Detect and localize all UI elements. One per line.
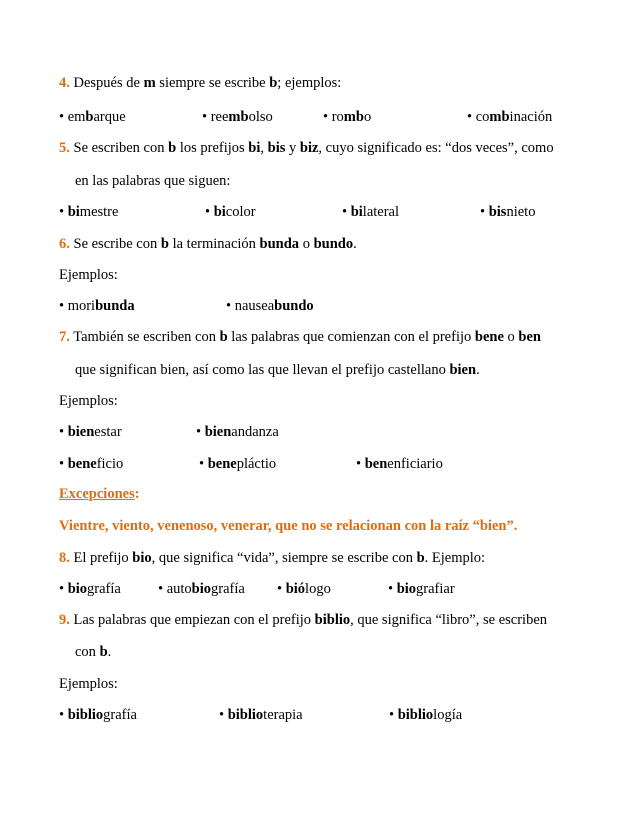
rule-number: 5. (59, 140, 70, 156)
example-item: • beneficio (59, 456, 124, 472)
example-item: • reembolso (202, 109, 273, 125)
rule-9-continuation: con b. (75, 644, 112, 660)
example-item: • biólogo (277, 581, 331, 597)
rule-number: 8. (59, 550, 70, 566)
ejemplos-label: Ejemplos: (59, 393, 118, 409)
example-item: • bienestar (59, 424, 122, 440)
rule-4-heading: 4. Después de m siempre se escribe b; ejemplos: (59, 75, 342, 91)
example-item: • bilateral (342, 204, 400, 220)
exceptions-text: Vientre, viento, venenoso, venerar, que no se relacionan con la raíz “bien”. (59, 518, 518, 534)
example-item: • nauseabundo (226, 298, 314, 314)
example-item: • biografía (59, 581, 121, 597)
example-item: • benenficiario (356, 456, 443, 472)
example-item: • combinación (467, 109, 553, 125)
rule-7-heading: 7. También se escriben con b las palabras que comienzan con el prefijo bene o ben (59, 329, 541, 345)
rule-5-continuation: en las palabras que siguen: (75, 173, 231, 189)
example-item: • embarque (59, 109, 126, 125)
example-item: • benepláctio (199, 456, 277, 472)
rule-7-continuation: que significan bien, así como las que llevan el prefijo castellano bien. (75, 362, 480, 378)
example-item: • autobiografía (158, 581, 245, 597)
rule-6-heading: 6. Se escribe con b la terminación bunda o bundo. (59, 236, 357, 252)
rule-number: 6. (59, 236, 70, 252)
example-item: • biblioterapia (219, 707, 303, 723)
ejemplos-label: Ejemplos: (59, 676, 118, 692)
example-item: • bibliografía (59, 707, 137, 723)
example-item: • bienandanza (196, 424, 279, 440)
exceptions-title: Excepciones: (59, 486, 140, 502)
ejemplos-label: Ejemplos: (59, 267, 118, 283)
example-item: • biografiar (388, 581, 455, 597)
rule-number: 4. (59, 75, 70, 91)
example-item: • rombo (323, 109, 372, 125)
example-item: • bibliología (389, 707, 463, 723)
rule-5-heading: 5. Se escriben con b los prefijos bi, bis y biz, cuyo significado es: “dos veces”, como (59, 140, 554, 156)
example-item: • moribunda (59, 298, 135, 314)
rule-number: 7. (59, 329, 70, 345)
rule-8-heading: 8. El prefijo bio, que significa “vida”, siempre se escribe con b. Ejemplo: (59, 550, 486, 566)
example-item: • bisnieto (480, 204, 536, 220)
rule-number: 9. (59, 612, 70, 628)
example-item: • bicolor (205, 204, 256, 220)
example-item: • bimestre (59, 204, 119, 220)
rule-9-heading: 9. Las palabras que empiezan con el prefijo biblio, que significa “libro”, se escriben (59, 612, 548, 628)
